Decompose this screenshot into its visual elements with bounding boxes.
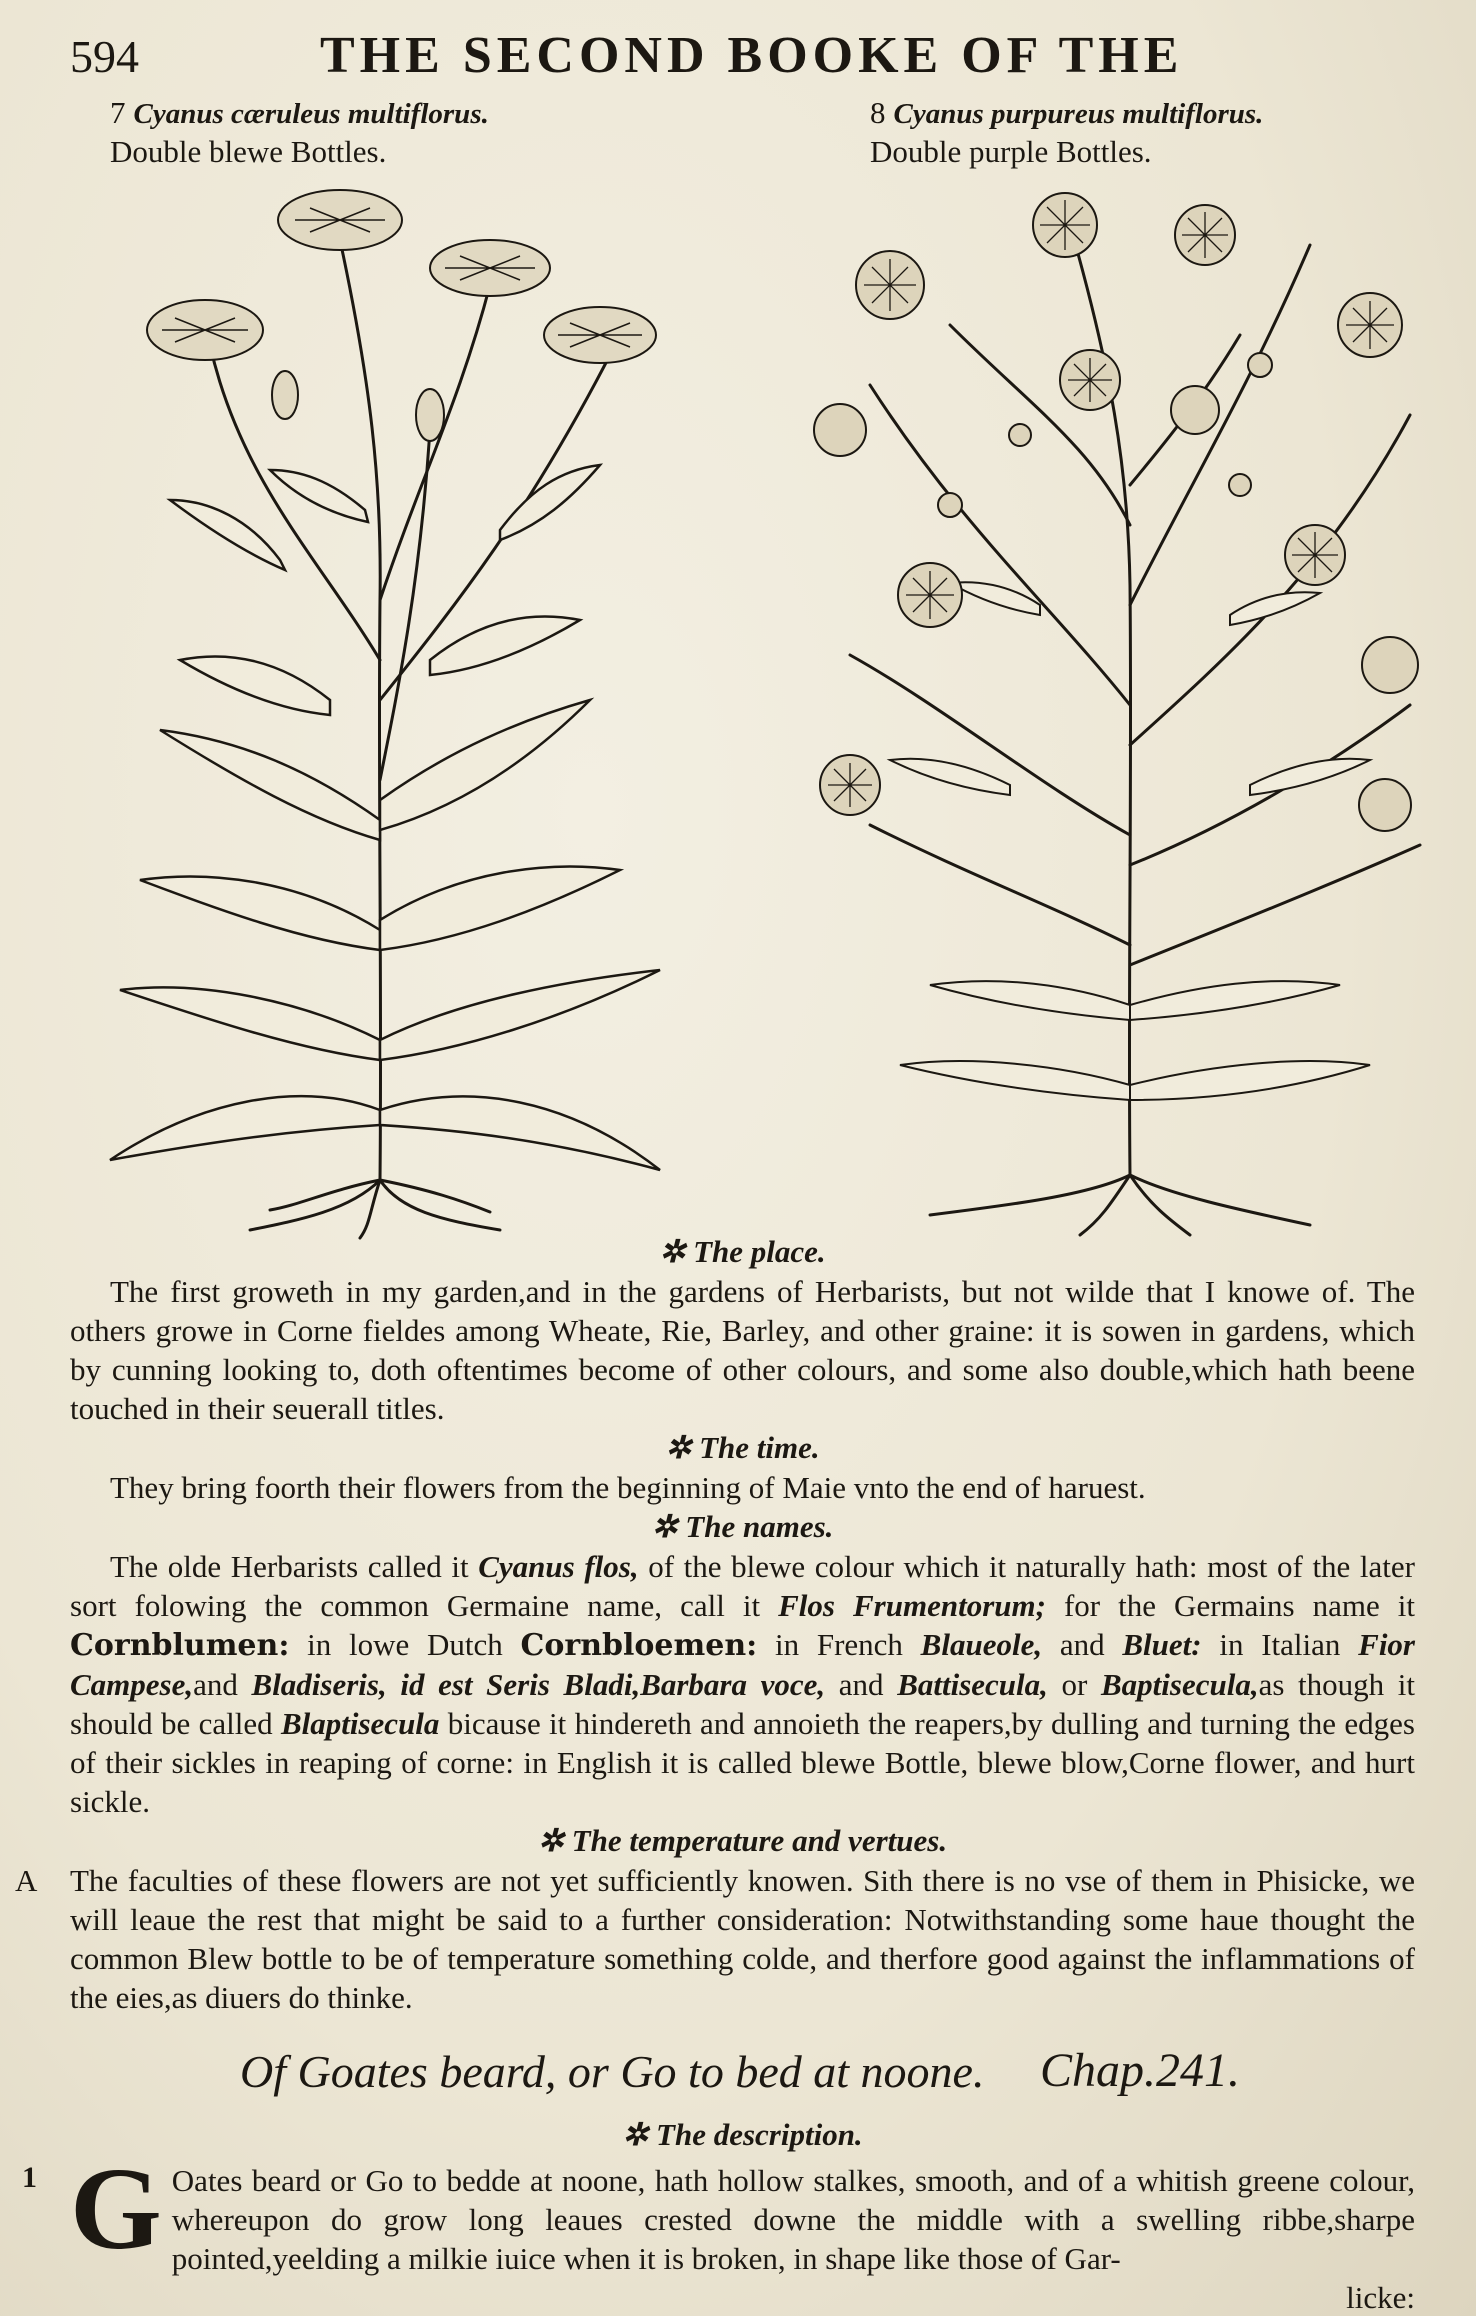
paragraph-the-names bbox=[70, 1547, 1415, 1821]
margin-marker-a: A bbox=[15, 1863, 38, 1898]
figure-7-number: 7 bbox=[110, 95, 126, 130]
names-french-bluet: Bluet: bbox=[1122, 1627, 1202, 1662]
paragraph-the-time: They bring foorth their flowers from the beginning of Maie vnto the end of haruest. bbox=[110, 1470, 1146, 1505]
page-number: 594 bbox=[70, 31, 139, 82]
figure-8-latin-line bbox=[870, 94, 1263, 133]
names-text-5: in French bbox=[757, 1627, 921, 1662]
names-text-8: and bbox=[193, 1667, 252, 1702]
names-dutch-cornbloemen: Cornbloemen: bbox=[520, 1628, 758, 1663]
woodcut-illustration-blewe-bottles bbox=[100, 180, 710, 1240]
names-text-2: of the blewe colour which it naturally hath: most of the later sort folowing the common Germaine name, call it bbox=[70, 1549, 1415, 1623]
names-text-4: in lowe Dutch bbox=[289, 1627, 521, 1662]
running-head: THE SECOND BOOKE OF THE bbox=[320, 27, 1184, 84]
figure-caption-8 bbox=[870, 94, 1263, 171]
names-latin-baptisecula: Baptisecula, bbox=[1100, 1667, 1259, 1702]
names-text-9: and bbox=[825, 1667, 898, 1702]
woodcut-illustration-purple-bottles bbox=[810, 185, 1440, 1240]
names-latin-battisecula: Battisecula, bbox=[897, 1667, 1048, 1702]
figure-8-latin: Cyanus purpureus multiflorus. bbox=[893, 98, 1264, 130]
paragraph-temperature bbox=[15, 1861, 1415, 2017]
names-french-blaueole: Blaueole, bbox=[920, 1627, 1043, 1662]
names-german-cornblumen: Cornblumen: bbox=[70, 1628, 290, 1663]
names-italian-fior-campese: Fior Campese, bbox=[70, 1627, 1415, 1702]
paragraph-description: Oates beard or Go to bedde at noone, hath hollow stalkes, smooth, and of a whitish greene colour, whereupon do grow long leaues crested downe the middle with a swelling ribbe,sharpe pointed,yeelding a milkie iuice when it is broken, in shape like those of Gar- bbox=[171, 2163, 1415, 2276]
names-latin-bladiseris: Bladiseris, id est Seris Bladi,Barbara voce, bbox=[251, 1667, 826, 1702]
paragraph-the-place: The first groweth in my garden,and in the gardens of Herbarists, but not wilde that I knowe of. The others growe in Corne fieldes among Wheate, Rie, Barley, and other graine: it is sowen in gardens, which by cunning looking to, doth oftentimes become of other colours, and some also double,which hath beene touched in their seuerall titles. bbox=[70, 1274, 1415, 1426]
names-text-1: The olde Herbarists called it bbox=[110, 1549, 479, 1584]
chapter-heading bbox=[70, 2035, 1415, 2115]
figure-7-english: Double blewe Bottles. bbox=[110, 134, 387, 169]
figure-7-latin: Cyanus cæruleus multiflorus. bbox=[133, 98, 489, 130]
temperature-text: The faculties of these flowers are not yet sufficiently knowen. Sith there is no vse of them in Phisicke, we will leaue the rest that might be said to a further consideration: Notwithstanding some haue thought the common Blew bottle to be of temperature something colde, and therfore good against the inflammations of the eies,as diuers do thinke. bbox=[70, 1863, 1415, 2015]
description-block bbox=[22, 2143, 1415, 2316]
heading-temperature-and-vertues: ✲ The temperature and vertues. bbox=[537, 1823, 948, 1858]
names-text-11: as though it should be called bbox=[70, 1667, 1415, 1741]
page-text bbox=[15, 1232, 1415, 2316]
description-catchword: licke: bbox=[1346, 2280, 1415, 2315]
figure-7-latin-line bbox=[110, 94, 489, 133]
heading-the-names: ✲ The names. bbox=[651, 1509, 834, 1544]
names-latin-blaptisecula: Blaptisecula bbox=[280, 1706, 440, 1741]
names-text-12: bicause it hindereth and annoieth the reapers,by dulling and turning the edges of their sickles in reaping of corne: in English it is called blewe Bottle, blewe blow,Corne flower, and hurt sickle. bbox=[70, 1706, 1415, 1819]
heading-the-description: ✲ The description. bbox=[622, 2117, 863, 2152]
drop-cap-letter: G bbox=[70, 2143, 162, 2274]
heading-the-place: ✲ The place. bbox=[659, 1234, 826, 1269]
figure-8-english: Double purple Bottles. bbox=[870, 134, 1152, 169]
names-latin-cyanus-flos: Cyanus flos, bbox=[478, 1549, 639, 1584]
chapter-title: Of Goates beard, or Go to bed at noone. bbox=[240, 2046, 985, 2097]
names-text-10: or bbox=[1047, 1667, 1101, 1702]
names-text-3: for the Germains name it bbox=[1045, 1588, 1415, 1623]
chapter-number: Chap.241. bbox=[1040, 2044, 1241, 2097]
margin-marker-1: 1 bbox=[22, 2161, 37, 2194]
heading-the-time: ✲ The time. bbox=[665, 1430, 820, 1465]
names-text-6: and bbox=[1042, 1627, 1123, 1662]
figure-8-number: 8 bbox=[870, 95, 886, 130]
page-header bbox=[70, 22, 1410, 92]
names-text-7: in Italian bbox=[1201, 1627, 1359, 1662]
names-latin-flos-frumentorum: Flos Frumentorum; bbox=[778, 1588, 1046, 1623]
figure-caption-7 bbox=[110, 94, 489, 171]
